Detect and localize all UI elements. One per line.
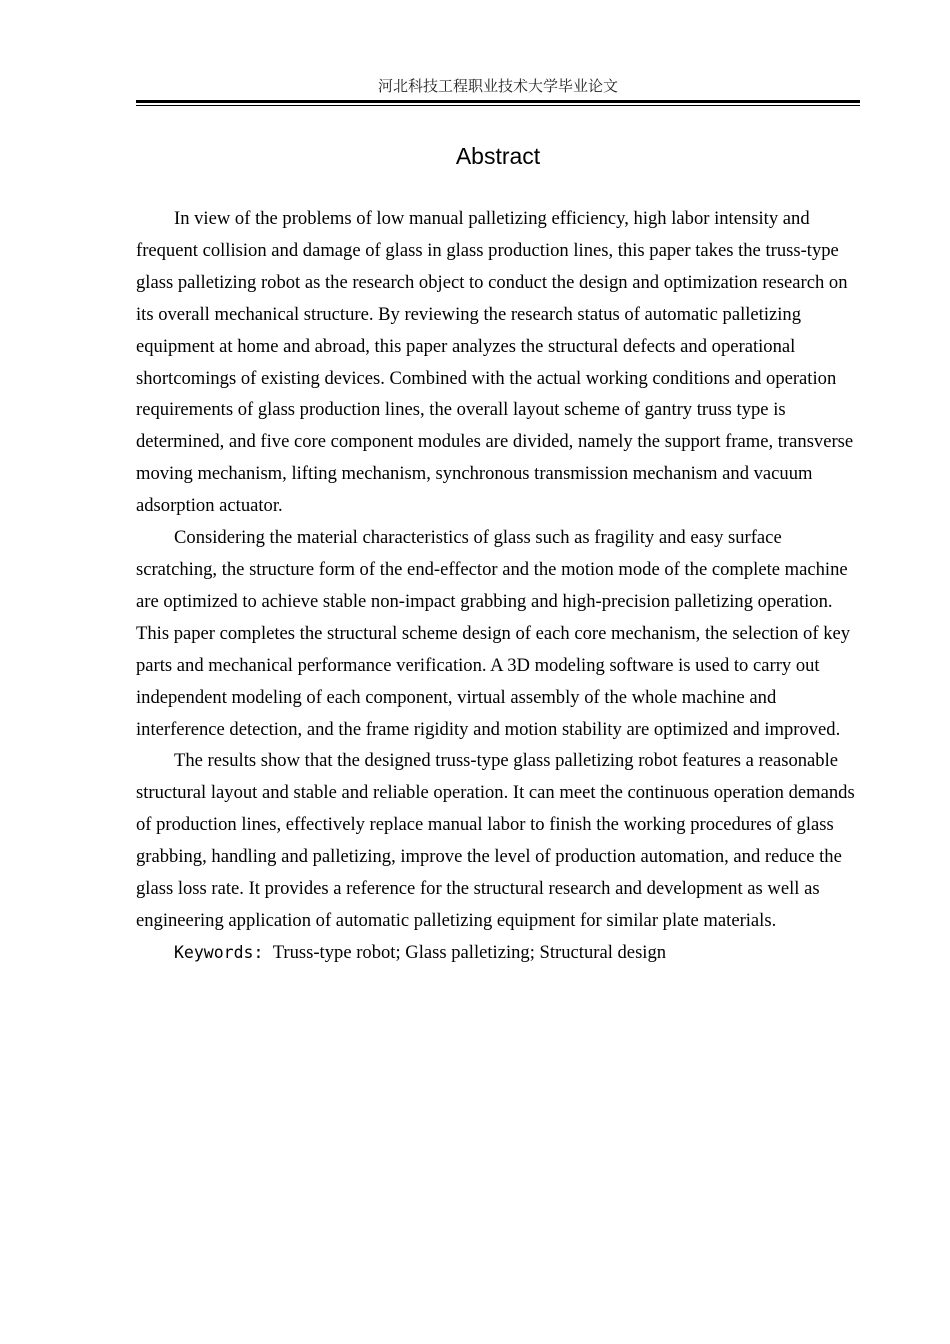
keywords-line bbox=[136, 937, 860, 969]
header-rule-thick bbox=[136, 100, 860, 103]
header-rule-thin bbox=[136, 105, 860, 106]
keywords-label: Keywords: bbox=[174, 942, 264, 962]
running-header: 河北科技工程职业技术大学毕业论文 bbox=[377, 77, 618, 95]
abstract-paragraph-2: Considering the material characteristics of glass such as fragility and easy surface scratching, the structure form of the end-effector and the motion mode of the complete machine are optimized to achieve stable non-impact grabbing and high-precision palletizing operation. This paper completes the structural scheme design of each core mechanism, the selection of key parts and mechanical performance verification. A 3D modeling software is used to carry out independent modeling of each component, virtual assembly of the whole machine and interference detection, and the frame rigidity and motion stability are optimized and improved. bbox=[136, 527, 851, 740]
abstract-paragraph-1: In view of the problems of low manual palletizing efficiency, high labor intensity and frequent collision and damage of glass in glass production lines, this paper takes the truss-type glass palletizing robot as the research object to conduct the design and optimization research on its overall mechanical structure. By reviewing the research status of automatic palletizing equipment at home and abroad, this paper analyzes the structural defects and operational shortcomings of existing devices. Combined with the actual working conditions and operation requirements of glass production lines, the overall layout scheme of gantry truss type is determined, and five core component modules are divided, namely the support frame, transverse moving mechanism, lifting mechanism, synchronous transmission mechanism and vacuum adsorption actuator. bbox=[136, 208, 854, 517]
abstract-title: Abstract bbox=[455, 143, 541, 169]
keywords-value: Truss-type robot; Glass palletizing; Structural design bbox=[272, 941, 667, 963]
abstract-paragraph-3: The results show that the designed truss-type glass palletizing robot features a reasonable structural layout and stable and reliable operation. It can meet the continuous operation demands of production lines, effectively replace manual labor to finish the working procedures of glass grabbing, handling and palletizing, improve the level of production automation, and reduce the glass loss rate. It provides a reference for the structural research and development as well as engineering application of automatic palletizing equipment for similar plate materials. bbox=[136, 750, 855, 931]
abstract-body bbox=[136, 203, 860, 969]
